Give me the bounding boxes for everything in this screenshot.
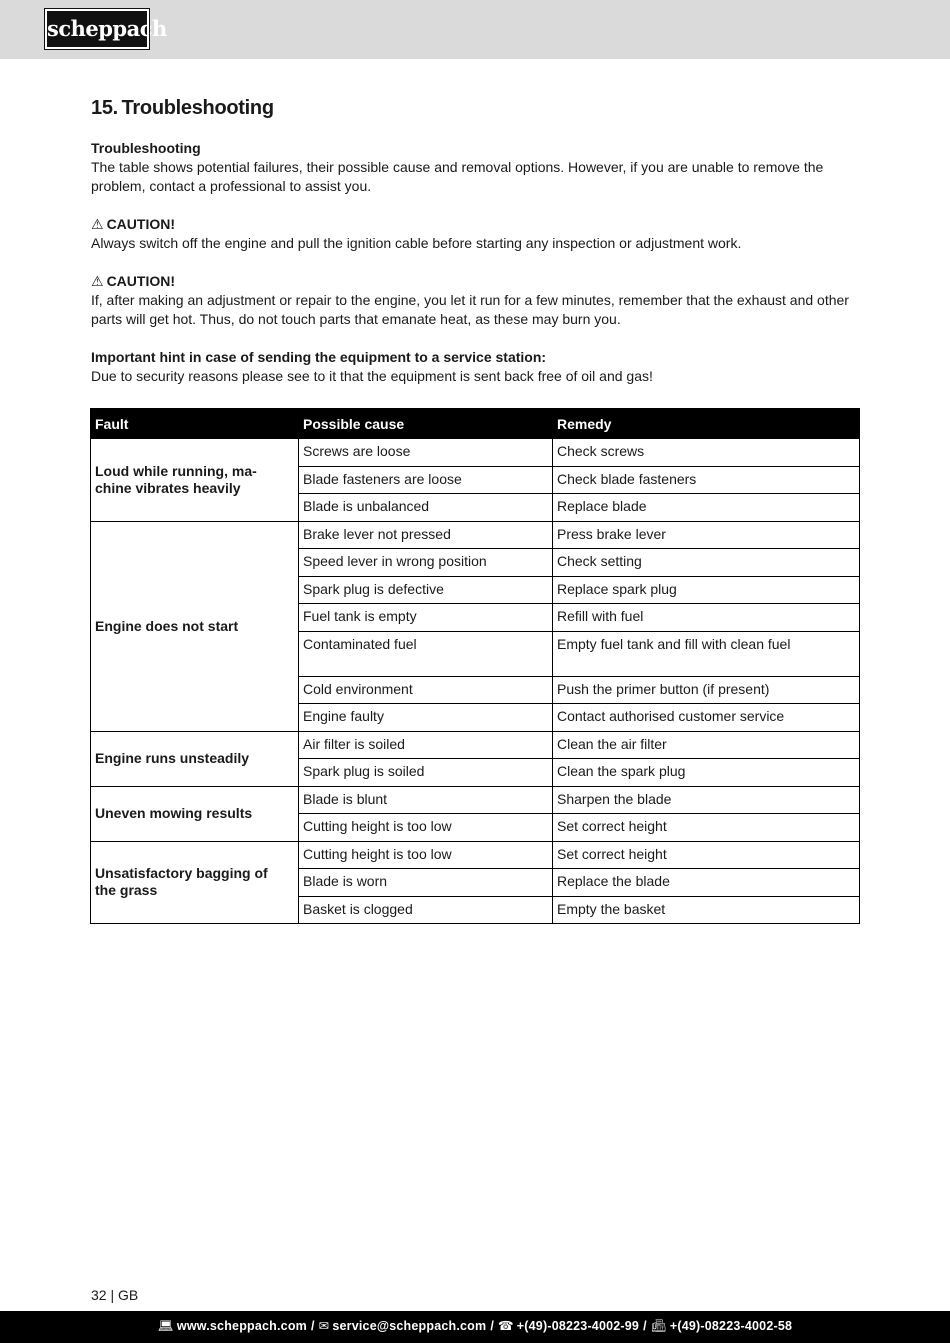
- cause-cell: Blade is unbalanced: [299, 494, 553, 522]
- remedy-cell: Push the primer button (if present): [553, 676, 860, 704]
- page-number: 32 | GB: [91, 1287, 139, 1303]
- remedy-cell: Replace blade: [553, 494, 860, 522]
- remedy-cell: Empty fuel tank and fill with clean fuel: [553, 631, 860, 676]
- cause-cell: Screws are loose: [299, 439, 553, 467]
- section-title: 15. Troubleshooting: [91, 97, 274, 119]
- remedy-cell: Check blade fasteners: [553, 466, 860, 494]
- hint-heading: Important hint in case of sending the equipment to a service station:: [91, 349, 547, 365]
- caution-text: If, after making an adjustment or repair to the engine, you let it run for a few minutes, remember that the exhaust and other parts will get hot. Thus, do not touch parts that emanate heat, as these may burn you.: [91, 292, 849, 327]
- column-header-remedy: Remedy: [553, 409, 860, 439]
- hint-block: [91, 348, 860, 386]
- fault-cell: Engine does not start: [91, 521, 299, 731]
- remedy-cell: Set correct height: [553, 814, 860, 842]
- remedy-cell: Refill with fuel: [553, 604, 860, 632]
- hint-text: Due to security reasons please see to it that the equipment is sent back free of oil and gas!: [91, 368, 653, 384]
- table-row: [91, 521, 860, 549]
- cause-cell: Contaminated fuel: [299, 631, 553, 676]
- fax-icon: 📠︎: [650, 1319, 667, 1333]
- remedy-cell: Clean the air filter: [553, 731, 860, 759]
- remedy-cell: Set correct height: [553, 841, 860, 869]
- cause-cell: Brake lever not pressed: [299, 521, 553, 549]
- footer-email[interactable]: service@scheppach.com: [332, 1319, 487, 1333]
- remedy-cell: Clean the spark plug: [553, 759, 860, 787]
- column-header-fault: Fault: [91, 409, 299, 439]
- column-header-cause: Possible cause: [299, 409, 553, 439]
- caution-heading: CAUTION!: [106, 273, 175, 289]
- intro-text: The table shows potential failures, their possible cause and removal options. However, if you are unable to remove the problem, contact a professional to assist you.: [91, 159, 824, 194]
- warning-icon: ⚠: [91, 216, 104, 232]
- table-row: [91, 786, 860, 814]
- cause-cell: Blade fasteners are loose: [299, 466, 553, 494]
- cause-cell: Air filter is soiled: [299, 731, 553, 759]
- fault-cell: Unsatisfactory bagging of the grass: [91, 841, 299, 924]
- table-header-row: [91, 409, 860, 439]
- table-row: [91, 439, 860, 467]
- cause-cell: Cutting height is too low: [299, 841, 553, 869]
- main-content: [91, 92, 860, 386]
- remedy-cell: Check screws: [553, 439, 860, 467]
- remedy-cell: Empty the basket: [553, 896, 860, 924]
- cause-cell: Engine faulty: [299, 704, 553, 732]
- remedy-cell: Check setting: [553, 549, 860, 577]
- cause-cell: Cold environment: [299, 676, 553, 704]
- intro-heading: Troubleshooting: [91, 140, 201, 156]
- remedy-cell: Press brake lever: [553, 521, 860, 549]
- computer-icon: 💻︎: [157, 1319, 174, 1333]
- cause-cell: Basket is clogged: [299, 896, 553, 924]
- remedy-cell: Sharpen the blade: [553, 786, 860, 814]
- remedy-cell: Replace the blade: [553, 869, 860, 897]
- caution-text: Always switch off the engine and pull the ignition cable before starting any inspection or adjustment work.: [91, 235, 742, 251]
- table-body: [91, 439, 860, 924]
- cause-cell: Blade is blunt: [299, 786, 553, 814]
- brand-logo: scheppach: [45, 9, 149, 49]
- cause-cell: Cutting height is too low: [299, 814, 553, 842]
- remedy-cell: Replace spark plug: [553, 576, 860, 604]
- footer-bar: 💻︎ www.scheppach.com / ✉︎ service@scheppach.com / ☎ +(49)-08223-4002-99 / 📠︎ +(49)-08223-4002-58: [0, 1311, 950, 1343]
- table-row: [91, 731, 860, 759]
- warning-icon: ⚠: [91, 273, 104, 289]
- cause-cell: Spark plug is defective: [299, 576, 553, 604]
- troubleshooting-table: [90, 408, 860, 924]
- cause-cell: Speed lever in wrong position: [299, 549, 553, 577]
- cause-cell: Blade is worn: [299, 869, 553, 897]
- cause-cell: Spark plug is soiled: [299, 759, 553, 787]
- caution-block-2: [91, 272, 860, 329]
- caution-heading: CAUTION!: [106, 216, 175, 232]
- remedy-cell: Contact authorised customer service: [553, 704, 860, 732]
- cause-cell: Fuel tank is empty: [299, 604, 553, 632]
- fault-cell: Engine runs unsteadily: [91, 731, 299, 786]
- phone-icon: ☎: [498, 1319, 514, 1333]
- fault-cell: Loud while running, ma- chine vibrates heavily: [91, 439, 299, 522]
- fault-cell: Uneven mowing results: [91, 786, 299, 841]
- intro-block: [91, 139, 860, 196]
- footer-website[interactable]: www.scheppach.com: [176, 1319, 307, 1333]
- footer-phone: +(49)-08223-4002-99: [516, 1319, 640, 1333]
- table-row: [91, 841, 860, 869]
- caution-block-1: [91, 215, 860, 253]
- footer-fax: +(49)-08223-4002-58: [669, 1319, 793, 1333]
- header-bar: [0, 0, 950, 59]
- envelope-icon: ✉︎: [318, 1319, 330, 1333]
